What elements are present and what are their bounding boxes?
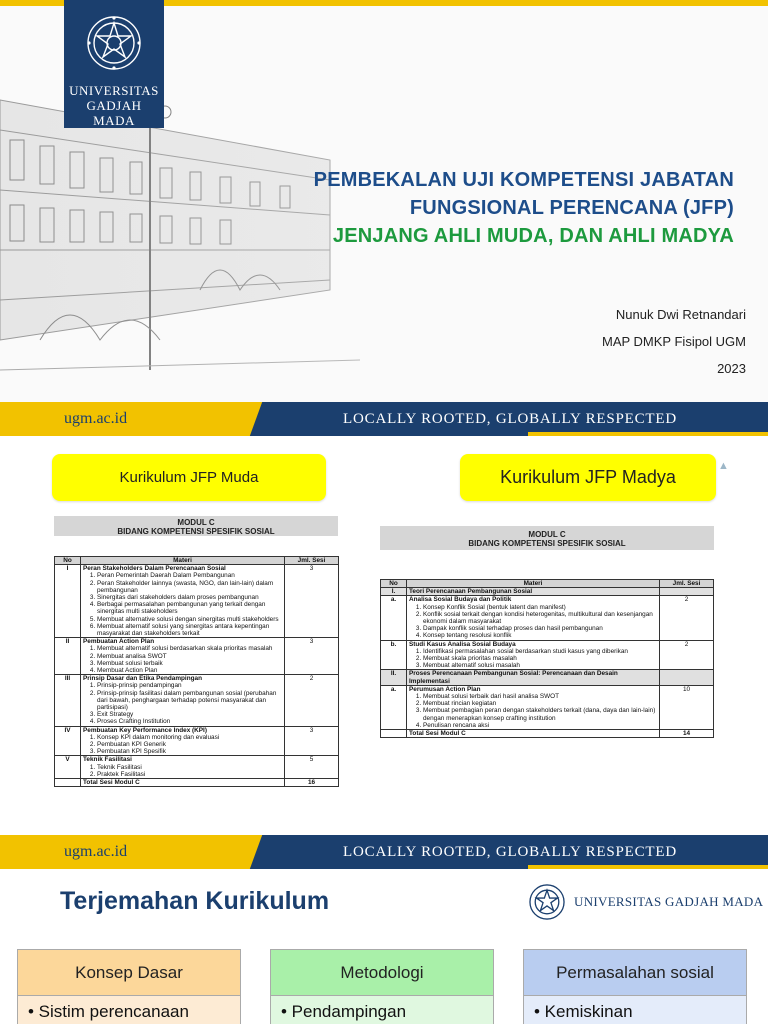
logo-text: UNIVERSITAS GADJAH MADA bbox=[574, 894, 764, 909]
curriculum-table-muda bbox=[54, 556, 339, 787]
list-item: 1. Membuat solusi terbaik dari hasil analisa SWOT bbox=[423, 693, 657, 700]
col-materi: Materi bbox=[81, 557, 285, 565]
list-item: 2. Praktek Fasilitasi bbox=[97, 771, 282, 778]
list-item: 3. Membuat alternatif solusi masalah bbox=[423, 662, 657, 669]
title-slide bbox=[0, 0, 768, 402]
ugm-logo bbox=[64, 0, 164, 128]
ugm-seal-icon bbox=[528, 883, 566, 921]
col-no: No bbox=[55, 557, 81, 565]
kurikulum-muda-label: Kurikulum JFP Muda bbox=[52, 454, 326, 501]
table-row: II Pembuatan Action Plan 1. Membuat alternatif solusi berdasarkan skala prioritas masalah 2. Membuat analisa SWOT 3. Membuat solusi terbaik 4. Membuat Action Plan 3 bbox=[55, 638, 339, 675]
table-row: a. Perumusan Action Plan 1. Membuat solusi terbaik dari hasil analisa SWOT 2. Membuat rincian kegiatan 3. Membuat pembagian peran dengan stakeholders terkait (dana, daya dan lain-lain) dengan menerapkan konsep crafting institution 4. Penulisan rencana aksi 10 bbox=[381, 685, 714, 729]
footer-motto: LOCALLY ROOTED, GLOBALLY RESPECTED bbox=[343, 411, 677, 427]
author-affiliation: MAP DMKP Fisipol UGM bbox=[602, 334, 746, 349]
footer-bar-2 bbox=[0, 835, 768, 869]
logo-line-2: GADJAH MADA bbox=[86, 98, 142, 128]
list-item: 2. Peran Stakeholder lainnya (swasta, NGO, dan lain-lain) dalam pembangunan bbox=[97, 580, 282, 594]
title-line-1: PEMBEKALAN UJI KOMPETENSI JABATAN bbox=[313, 169, 734, 191]
list-item: 3. Membuat solusi terbaik bbox=[97, 660, 282, 667]
col-no: No bbox=[381, 580, 407, 588]
list-item: 3. Dampak konflik sosial terhadap proses dan hasil pembangunan bbox=[423, 625, 657, 632]
author-name: Nunuk Dwi Retnandari bbox=[615, 307, 746, 322]
topic-list bbox=[423, 648, 657, 670]
topic-list bbox=[97, 682, 282, 725]
ugm-logo-small bbox=[528, 883, 763, 921]
list-item: 1. Teknik Fasilitasi bbox=[97, 764, 282, 771]
table-row: IV Pembuatan Key Performance Index (KPI) 1. Konsep KPI dalam monitoring dan evaluasi 2. Pembuatan KPI Generik 3. Pembuatan KPI Spesifik 3 bbox=[55, 726, 339, 756]
card-header: Konsep Dasar bbox=[18, 950, 240, 996]
card-header: Metodologi bbox=[271, 950, 493, 996]
card-konsep-dasar bbox=[17, 949, 241, 1024]
list-item: 2. Konflik sosial terkait dengan kondisi heterogenitas, multikultural dan kesenjangan ekonomi dalam masyarakat bbox=[423, 611, 657, 625]
ugm-seal-icon bbox=[85, 14, 143, 72]
card-item: • Sistim perencanaan bbox=[18, 996, 240, 1024]
module-header-madya: MODUL C BIDANG KOMPETENSI SPESIFIK SOSIAL bbox=[380, 526, 714, 550]
kurikulum-madya-label: Kurikulum JFP Madya bbox=[460, 454, 716, 501]
presentation-title bbox=[314, 166, 734, 250]
table-row: a. Analisa Sosial Budaya dan Politik 1. Konsep Konflik Sosial (bentuk latent dan manifest) 2. Konflik sosial terkait dengan kondisi heterogenitas, multikultural dan kesenjangan ekonomi dalam masyarakat 3. Dampak konflik sosial terhadap proses dan hasil pembangunan 4. Konsep tentang resolusi konflik 2 bbox=[381, 596, 714, 640]
topic-list bbox=[97, 734, 282, 756]
table-row: I Peran Stakeholders Dalam Perencanaan Sosial 1. Peran Pemerintah Daerah Dalam Pembangunan 2. Peran Stakeholder lainnya (swasta, NGO, dan lain-lain) dalam pembangunan 3. Sinergitas dari stakeholders dalam proses pembangunan 4. Berbagai permasalahan pembangunan yang terkait dengan sinergitas multi stakeholders 5. Membuat alternative solusi dengan sinergitas multi stakeholders 6. Membuat alternatif solusi yang sinergitas antara kepentingan masyarakat dan stakeholders terkait 3 bbox=[55, 565, 339, 638]
curriculum-slide bbox=[0, 436, 768, 828]
col-materi: Materi bbox=[407, 580, 660, 588]
list-item: 4. Proses Crafting Institution bbox=[97, 718, 282, 725]
topic-list bbox=[97, 764, 282, 778]
title-line-3: JENJANG AHLI MUDA, DAN AHLI MADYA bbox=[332, 225, 734, 247]
list-item: 2. Membuat analisa SWOT bbox=[97, 653, 282, 660]
slide-title: Terjemahan Kurikulum bbox=[60, 887, 330, 915]
list-item: 4. Membuat Action Plan bbox=[97, 667, 282, 674]
card-header: Permasalahan sosial bbox=[524, 950, 746, 996]
list-item: 1. Konsep KPI dalam monitoring dan evaluasi bbox=[97, 734, 282, 741]
curriculum-table-madya bbox=[380, 579, 714, 738]
footer-url: ugm.ac.id bbox=[64, 843, 128, 860]
list-item: 3. Sinergitas dari stakeholders dalam proses pembangunan bbox=[97, 594, 282, 601]
footer-bar-1 bbox=[0, 402, 768, 436]
presentation-year: 2023 bbox=[717, 361, 746, 376]
list-item: 2. Prinsip-prinsip fasilitasi dalam pembangunan sosial (perubahan dari bawah, penghargaan terhadap potensi masyarakat dan partisipasi) bbox=[97, 690, 282, 712]
table-row: I. Teori Perencanaan Pembangunan Sosial bbox=[381, 588, 714, 596]
list-item: 2. Pembuatan KPI Generik bbox=[97, 741, 282, 748]
topic-list bbox=[97, 572, 282, 637]
list-item: 1. Konsep Konflik Sosial (bentuk latent dan manifest) bbox=[423, 604, 657, 611]
card-item: • Pendampingan bbox=[271, 996, 493, 1024]
list-item: 6. Membuat alternatif solusi yang sinergitas antara kepentingan masyarakat dan stakeholders terkait bbox=[97, 623, 282, 637]
topic-list bbox=[423, 604, 657, 640]
col-sesi: Jml. Sesi bbox=[660, 580, 714, 588]
list-item: 4. Berbagai permasalahan pembangunan yang terkait dengan sinergitas multi stakeholders bbox=[97, 601, 282, 615]
list-item: 2. Membuat skala prioritas masalah bbox=[423, 655, 657, 662]
table-row: b. Studi Kasus Analisa Sosial Budaya 1. Identifikasi permasalahan sosial berdasarkan studi kasus yang diberikan 2. Membuat skala prioritas masalah 3. Membuat alternatif solusi masalah 2 bbox=[381, 640, 714, 670]
table-row: V Teknik Fasilitasi 1. Teknik Fasilitasi 2. Praktek Fasilitasi 5 bbox=[55, 756, 339, 779]
list-item: 4. Penulisan rencana aksi bbox=[423, 722, 657, 729]
list-item: 3. Membuat pembagian peran dengan stakeholders terkait (dana, daya dan lain-lain) dengan menerapkan konsep crafting institution bbox=[423, 707, 657, 721]
list-item: 5. Membuat alternative solusi dengan sinergitas multi stakeholders bbox=[97, 616, 282, 623]
module-header-muda: MODUL C BIDANG KOMPETENSI SPESIFIK SOSIAL bbox=[54, 516, 338, 536]
translation-slide bbox=[0, 869, 768, 1024]
table-row: III Prinsip Dasar dan Etika Pendampingan 1. Prinsip-prinsip pendampingan 2. Prinsip-prinsip fasilitasi dalam pembangunan sosial (perubahan dari bawah, penghargaan terhadap potensi masyarakat dan partisipasi) 3. Exit Strategy 4. Proses Crafting Institution 2 bbox=[55, 675, 339, 726]
list-item: 3. Exit Strategy bbox=[97, 711, 282, 718]
list-item: 1. Identifikasi permasalahan sosial berdasarkan studi kasus yang diberikan bbox=[423, 648, 657, 655]
table-total-row: Total Sesi Modul C 16 bbox=[55, 779, 339, 787]
topic-list bbox=[97, 645, 282, 674]
card-metodologi bbox=[270, 949, 494, 1024]
table-total-row: Total Sesi Modul C 14 bbox=[381, 730, 714, 738]
title-line-2: FUNGSIONAL PERENCANA (JFP) bbox=[409, 197, 734, 219]
col-sesi: Jml. Sesi bbox=[285, 557, 339, 565]
card-permasalahan-sosial bbox=[523, 949, 747, 1024]
list-item: 1. Peran Pemerintah Daerah Dalam Pembangunan bbox=[97, 572, 282, 579]
list-item: 2. Membuat rincian kegiatan bbox=[423, 700, 657, 707]
author-block bbox=[602, 301, 746, 382]
logo-line-1: UNIVERSITAS bbox=[69, 83, 159, 98]
topic-list bbox=[423, 693, 657, 729]
list-item: 1. Prinsip-prinsip pendampingan bbox=[97, 682, 282, 689]
card-item: • Kemiskinan bbox=[524, 996, 746, 1024]
list-item: 1. Membuat alternatif solusi berdasarkan skala prioritas masalah bbox=[97, 645, 282, 652]
list-item: 4. Konsep tentang resolusi konflik bbox=[423, 632, 657, 639]
caret-up-icon: ▲ bbox=[718, 460, 729, 472]
list-item: 3. Pembuatan KPI Spesifik bbox=[97, 748, 282, 755]
footer-motto: LOCALLY ROOTED, GLOBALLY RESPECTED bbox=[343, 844, 677, 860]
table-row: II. Proses Perencanaan Pembangunan Sosial: Perencanaan dan Desain Implementasi bbox=[381, 670, 714, 685]
footer-url: ugm.ac.id bbox=[64, 410, 128, 427]
